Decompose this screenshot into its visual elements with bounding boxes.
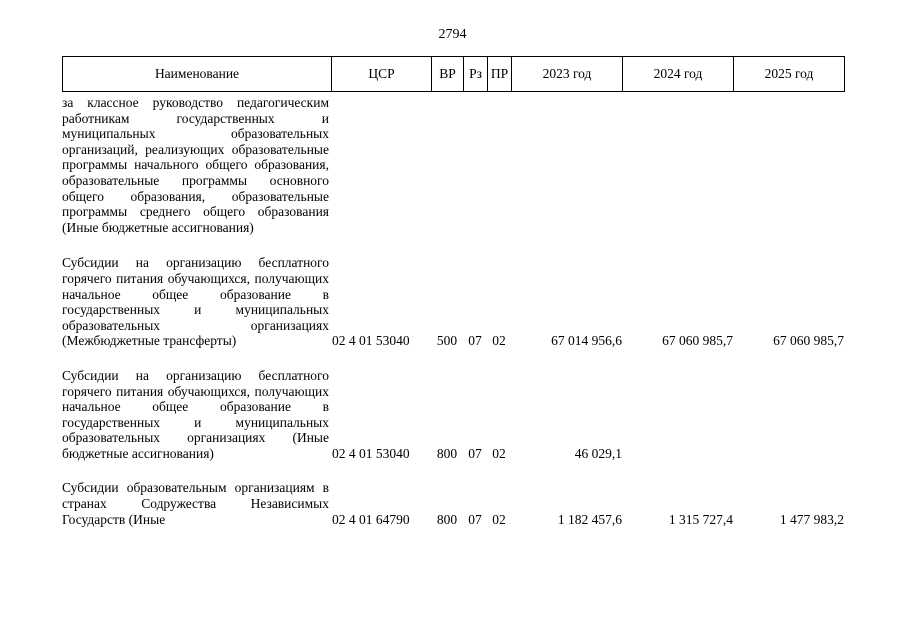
row-2024: 67 060 985,7: [662, 333, 733, 349]
row-2024: 1 315 727,4: [668, 511, 733, 527]
table-body: [62, 91, 844, 527]
header-rz: Рз: [464, 57, 488, 91]
header-pr: ПР: [488, 57, 512, 91]
row-vr: 800: [436, 511, 458, 527]
header-vr: ВР: [432, 57, 464, 91]
header-2025: 2025 год: [734, 57, 845, 91]
row-rz: 07: [468, 333, 482, 349]
row-rz: 07: [468, 511, 482, 527]
page-number: 2794: [438, 27, 467, 42]
row-pr: 02: [492, 511, 506, 527]
row-vr: 800: [436, 445, 458, 461]
row-2023: 46 029,1: [574, 445, 622, 461]
row-2025: 67 060 985,7: [773, 333, 844, 349]
table-row: [62, 95, 844, 235]
row-pr: 02: [492, 445, 506, 461]
row-2025: 1 477 983,2: [779, 511, 844, 527]
row-2023: 1 182 457,6: [557, 511, 622, 527]
row-name: Субсидии на организацию бесплатного горячего питания обучающихся, получающих начальное общее образование в государственных и муниципальных образовательных организациях (Межбюджетные трансферты): [62, 255, 329, 349]
row-name: Субсидии на организацию бесплатного горячего питания обучающихся, получающих начальное общее образование в государственных и муниципальных образовательных организациях (Иные бюджетные ассигнования): [62, 367, 329, 461]
header-2024: 2024 год: [623, 57, 734, 91]
row-2023: 67 014 956,6: [551, 333, 622, 349]
header-name: Наименование: [63, 57, 332, 91]
table-row: [62, 368, 844, 462]
row-csr: 02 4 01 64790: [332, 511, 410, 527]
row-csr: 02 4 01 53040: [332, 333, 410, 349]
row-csr: 02 4 01 53040: [332, 445, 410, 461]
row-rz: 07: [468, 445, 482, 461]
row-vr: 500: [436, 333, 458, 349]
table-row: [62, 255, 844, 349]
table-header: [62, 56, 845, 92]
row-name: Субсидии образовательным организациям в странах Содружества Независимых Государств (Иные: [62, 480, 329, 527]
header-csr: ЦСР: [332, 57, 432, 91]
table-row: [62, 480, 844, 527]
row-pr: 02: [492, 333, 506, 349]
header-2023: 2023 год: [512, 57, 623, 91]
row-name: за классное руководство педагогическим работникам государственных и муниципальных образовательных организаций, реализующих образовательные программы начального общего образования, образовательные программы основного общего образования, образовательные программы среднего общего образования (Иные бюджетные ассигнования): [62, 95, 329, 235]
